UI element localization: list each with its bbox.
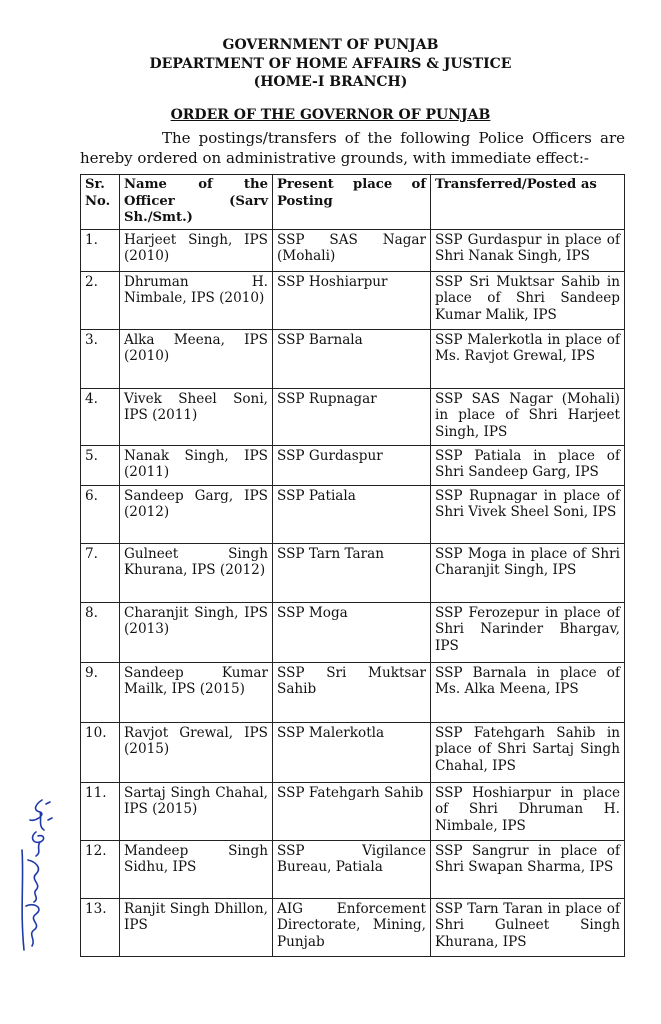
present-cell: AIG Enforcement Directorate, Mining, Punjab (273, 898, 431, 956)
name-cell: Nanak Singh, IPS (2011) (120, 445, 273, 485)
name-cell: Alka Meena, IPS (2010) (120, 329, 273, 388)
name-cell: Vivek Sheel Soni, IPS (2011) (120, 388, 273, 445)
table-row (81, 898, 625, 956)
name-cell: Charanjit Singh, IPS (2013) (120, 602, 273, 662)
signature-icon (6, 790, 56, 960)
posted-cell: SSP Ferozepur in place of Shri Narinder Bhargav, IPS (431, 602, 625, 662)
sr-cell: 12. (81, 840, 120, 898)
sr-cell: 13. (81, 898, 120, 956)
table-row (81, 840, 625, 898)
name-cell: Sandeep Garg, IPS (2012) (120, 485, 273, 543)
present-cell: SSP Malerkotla (273, 722, 431, 782)
present-cell: SSP Sri Muktsar Sahib (273, 662, 431, 722)
name-cell: Harjeet Singh, IPS (2010) (120, 229, 273, 271)
government-title: GOVERNMENT OF PUNJAB (222, 37, 439, 53)
posted-cell: SSP Sri Muktsar Sahib in place of Shri Sandeep Kumar Malik, IPS (431, 271, 625, 329)
department-title: DEPARTMENT OF HOME AFFAIRS & JUSTICE (149, 55, 512, 72)
sr-cell: 8. (81, 602, 120, 662)
table-header-row (81, 175, 625, 230)
posted-cell: SSP Malerkotla in place of Ms. Ravjot Grewal, IPS (431, 329, 625, 388)
posted-cell: SSP Moga in place of Shri Charanjit Singh, IPS (431, 543, 625, 602)
column-header-posted: Transferred/Posted as (431, 175, 625, 230)
transfer-table (80, 174, 625, 957)
sr-cell: 3. (81, 329, 120, 388)
sr-cell: 7. (81, 543, 120, 602)
table-row (81, 229, 625, 271)
table-row (81, 445, 625, 485)
sr-cell: 9. (81, 662, 120, 722)
sr-cell: 11. (81, 782, 120, 840)
posted-cell: SSP Fatehgarh Sahib in place of Shri Sartaj Singh Chahal, IPS (431, 722, 625, 782)
table-row (81, 662, 625, 722)
table-row (81, 782, 625, 840)
table-row (81, 543, 625, 602)
column-header-sr: Sr. No. (81, 175, 120, 230)
posted-cell: SSP Barnala in place of Ms. Alka Meena, IPS (431, 662, 625, 722)
name-cell: Dhruman H. Nimbale, IPS (2010) (120, 271, 273, 329)
order-title: ORDER OF THE GOVERNOR OF PUNJAB (170, 106, 491, 123)
name-cell: Mandeep Singh Sidhu, IPS (120, 840, 273, 898)
table-row (81, 388, 625, 445)
column-header-present: Present place of Posting (273, 175, 431, 230)
table-row (81, 722, 625, 782)
name-cell: Ranjit Singh Dhillon, IPS (120, 898, 273, 956)
present-cell: SSP Gurdaspur (273, 445, 431, 485)
present-cell: SSP Patiala (273, 485, 431, 543)
table-row (81, 329, 625, 388)
posted-cell: SSP Gurdaspur in place of Shri Nanak Singh, IPS (431, 229, 625, 271)
table-row (81, 602, 625, 662)
present-cell: SSP Fatehgarh Sahib (273, 782, 431, 840)
posted-cell: SSP Patiala in place of Shri Sandeep Garg, IPS (431, 445, 625, 485)
present-cell: SSP Vigilance Bureau, Patiala (273, 840, 431, 898)
name-cell: Sartaj Singh Chahal, IPS (2015) (120, 782, 273, 840)
intro-paragraph (80, 128, 625, 168)
posted-cell: SSP Tarn Taran in place of Shri Gulneet Singh Khurana, IPS (431, 898, 625, 956)
posted-cell: SSP Hoshiarpur in place of Shri Dhruman H. Nimbale, IPS (431, 782, 625, 840)
intro-text: The postings/transfers of the following Police Officers are hereby ordered on administrative grounds, with immediate effect:- (80, 129, 625, 167)
sr-cell: 10. (81, 722, 120, 782)
present-cell: SSP Tarn Taran (273, 543, 431, 602)
present-cell: SSP Moga (273, 602, 431, 662)
document-header (0, 36, 661, 124)
sr-cell: 1. (81, 229, 120, 271)
handwritten-signature (6, 790, 56, 960)
sr-cell: 6. (81, 485, 120, 543)
sr-cell: 4. (81, 388, 120, 445)
sr-cell: 5. (81, 445, 120, 485)
name-cell: Sandeep Kumar Mailk, IPS (2015) (120, 662, 273, 722)
posted-cell: SSP SAS Nagar (Mohali) in place of Shri Harjeet Singh, IPS (431, 388, 625, 445)
table-row (81, 271, 625, 329)
column-header-name: Name of the Officer (Sarv Sh./Smt.) (120, 175, 273, 230)
present-cell: SSP Barnala (273, 329, 431, 388)
present-cell: SSP Rupnagar (273, 388, 431, 445)
present-cell: SSP Hoshiarpur (273, 271, 431, 329)
name-cell: Ravjot Grewal, IPS (2015) (120, 722, 273, 782)
posted-cell: SSP Rupnagar in place of Shri Vivek Sheel Soni, IPS (431, 485, 625, 543)
present-cell: SSP SAS Nagar (Mohali) (273, 229, 431, 271)
branch-title: (HOME-I BRANCH) (253, 74, 408, 90)
sr-cell: 2. (81, 271, 120, 329)
table-row (81, 485, 625, 543)
name-cell: Gulneet Singh Khurana, IPS (2012) (120, 543, 273, 602)
posted-cell: SSP Sangrur in place of Shri Swapan Sharma, IPS (431, 840, 625, 898)
